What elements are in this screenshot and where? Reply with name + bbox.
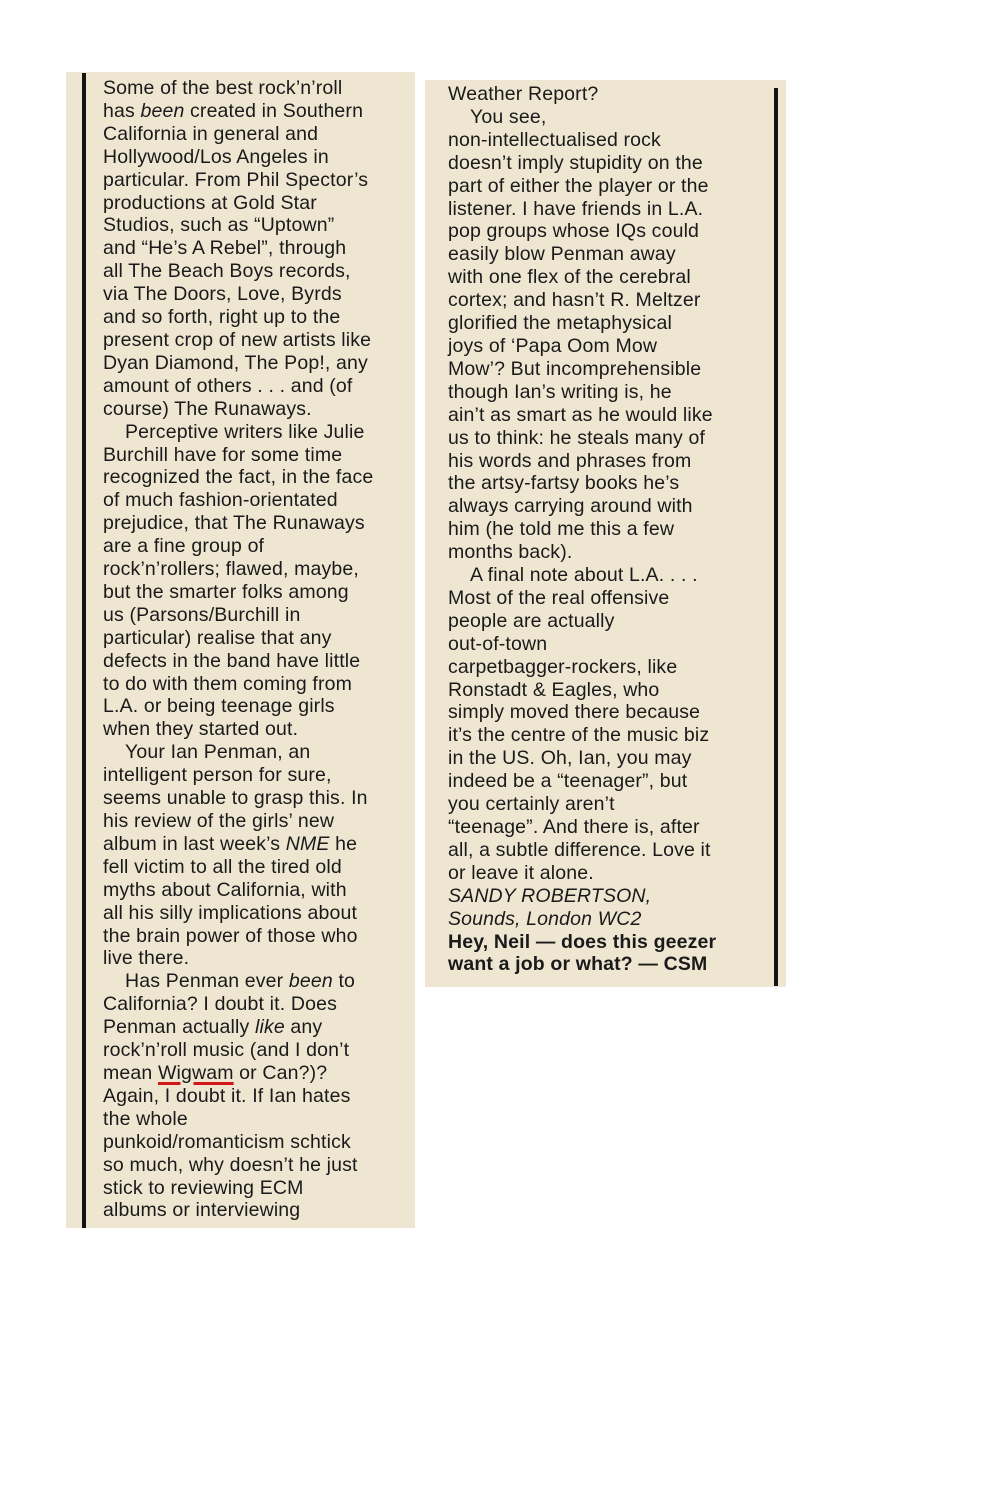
text-line: the whole bbox=[103, 1107, 188, 1130]
text-line: live there. bbox=[103, 947, 190, 970]
text-line: so much, why doesn’t he just bbox=[103, 1153, 358, 1176]
text-line: Dyan Diamond, The Pop!, any bbox=[103, 351, 368, 374]
text-line: people are actually bbox=[448, 609, 615, 632]
text-line: defects in the band have little bbox=[103, 649, 361, 672]
text-line: glorified the metaphysical bbox=[448, 312, 672, 335]
column-rule-left bbox=[82, 73, 86, 1228]
text-line: Has Penman ever been to bbox=[125, 970, 356, 993]
text-line: indeed be a “teenager”, but bbox=[448, 770, 688, 793]
text-line: carpetbagger-rockers, like bbox=[448, 655, 678, 678]
text-line: A final note about L.A. . . . bbox=[470, 564, 698, 587]
text-line: in the US. Oh, Ian, you may bbox=[448, 747, 692, 770]
text-line: prejudice, that The Runaways bbox=[103, 512, 365, 535]
text-line: Some of the best rock’n’roll bbox=[103, 77, 343, 99]
text-line: rock’n’roll music (and I don’t bbox=[103, 1039, 350, 1062]
text-line: amount of others . . . and (of bbox=[103, 374, 353, 397]
text-line: particular) realise that any bbox=[103, 626, 332, 649]
italic-word: been bbox=[140, 99, 185, 122]
text-line: Mow’? But incomprehensible bbox=[448, 357, 702, 380]
text-line: with one flex of the cerebral bbox=[448, 266, 691, 289]
text-line: intelligent person for sure, bbox=[103, 764, 332, 787]
text-line: present crop of new artists like bbox=[103, 328, 372, 351]
letter-body-right bbox=[448, 83, 768, 885]
text-line: to do with them coming from bbox=[103, 672, 352, 695]
text-line: us (Parsons/Burchill in bbox=[103, 603, 301, 626]
text-line: his review of the girls’ new bbox=[103, 810, 335, 832]
text-line: always carrying around with bbox=[448, 495, 693, 518]
text-line: you certainly aren’t bbox=[448, 793, 615, 816]
text-line: months back). bbox=[448, 541, 573, 564]
text-line: or leave it alone. bbox=[448, 861, 594, 884]
underlined-word: Wigwam bbox=[157, 1061, 234, 1084]
text-line: are a fine group of bbox=[103, 535, 265, 558]
text-line: but the smarter folks among bbox=[103, 580, 349, 603]
text-line: part of either the player or the bbox=[448, 174, 709, 197]
text-line: the brain power of those who bbox=[103, 924, 358, 947]
italic-word: been bbox=[288, 970, 333, 993]
italic-word: NME bbox=[285, 832, 330, 855]
text-line: us to think: he steals many of bbox=[448, 426, 706, 449]
text-line: “teenage”. And there is, after bbox=[448, 816, 700, 838]
text-line: punkoid/romanticism schtick bbox=[103, 1130, 351, 1153]
text-line: recognized the fact, in the face bbox=[103, 466, 374, 489]
text-line: simply moved there because bbox=[448, 701, 701, 724]
text-line: out-of-town bbox=[448, 632, 548, 655]
text-line: productions at Gold Star bbox=[103, 191, 317, 214]
text-line: Studios, such as “Uptown” bbox=[103, 214, 335, 237]
text-line: cortex; and hasn’t R. Meltzer bbox=[448, 289, 701, 312]
text-line: California? I doubt it. Does bbox=[103, 993, 337, 1016]
text-line: course) The Runaways. bbox=[103, 397, 312, 420]
text-line: of much fashion-orientated bbox=[103, 489, 338, 512]
editor-reply-line-2: want a job or what? — CSM bbox=[448, 953, 708, 976]
text-line: all, a subtle difference. Love it bbox=[448, 838, 711, 861]
text-line: Again, I doubt it. If Ian hates bbox=[103, 1084, 351, 1107]
text-line: it’s the centre of the music biz bbox=[448, 724, 710, 747]
text-line: album in last week’s NME he bbox=[103, 832, 358, 855]
text-line: non-intellectualised rock bbox=[448, 128, 661, 151]
italic-word: like bbox=[254, 1016, 285, 1039]
text-line: doesn’t imply stupidity on the bbox=[448, 151, 703, 174]
text-line: stick to reviewing ECM bbox=[103, 1176, 304, 1199]
text-line: fell victim to all the tired old bbox=[103, 855, 342, 878]
text-line: Weather Report? bbox=[448, 83, 599, 105]
column-rule-right bbox=[774, 88, 778, 986]
text-line: all his silly implications about bbox=[103, 901, 358, 924]
text-line: and “He’s A Rebel”, through bbox=[103, 237, 347, 260]
text-line: seems unable to grasp this. In bbox=[103, 787, 368, 810]
text-line: listener. I have friends in L.A. bbox=[448, 197, 704, 220]
text-line: has been created in Southern bbox=[103, 99, 364, 122]
text-line: albums or interviewing bbox=[103, 1199, 301, 1222]
text-line: his words and phrases from bbox=[448, 449, 692, 472]
text-line: L.A. or being teenage girls bbox=[103, 695, 335, 718]
text-line: myths about California, with bbox=[103, 878, 347, 901]
signature-address: Sounds, London WC2 bbox=[448, 907, 642, 930]
text-line: via The Doors, Love, Byrds bbox=[103, 283, 342, 306]
text-line: pop groups whose IQs could bbox=[448, 220, 700, 243]
text-line: Penman actually like any bbox=[103, 1016, 323, 1039]
editor-reply-line-1: Hey, Neil — does this geezer bbox=[448, 930, 717, 953]
text-line: particular. From Phil Spector’s bbox=[103, 168, 369, 191]
text-line: easily blow Penman away bbox=[448, 243, 676, 266]
text-line: though Ian’s writing is, he bbox=[448, 380, 672, 403]
text-line: Your Ian Penman, an bbox=[125, 741, 311, 764]
text-line: Hollywood/Los Angeles in bbox=[103, 145, 329, 168]
text-line: when they started out. bbox=[103, 718, 299, 741]
text-line: rock’n’rollers; flawed, maybe, bbox=[103, 558, 359, 581]
text-line: all The Beach Boys records, bbox=[103, 260, 351, 283]
letter-text-right bbox=[448, 83, 768, 976]
text-line: Most of the real offensive bbox=[448, 586, 670, 609]
text-line: Burchill have for some time bbox=[103, 443, 343, 466]
text-line: California in general and bbox=[103, 122, 319, 145]
text-line: ain’t as smart as he would like bbox=[448, 403, 713, 426]
text-line: him (he told me this a few bbox=[448, 518, 675, 541]
text-line: and so forth, right up to the bbox=[103, 306, 341, 329]
letter-text-left bbox=[103, 77, 415, 1222]
text-line: Perceptive writers like Julie bbox=[125, 420, 365, 443]
text-line: mean Wigwam or Can?)? bbox=[103, 1061, 328, 1084]
text-line: You see, bbox=[470, 105, 547, 128]
signature-name: SANDY ROBERTSON, bbox=[448, 884, 652, 907]
text-line: Ronstadt & Eagles, who bbox=[448, 678, 660, 701]
text-line: joys of ‘Papa Oom Mow bbox=[448, 334, 658, 357]
text-line: the artsy-fartsy books he’s bbox=[448, 472, 680, 495]
